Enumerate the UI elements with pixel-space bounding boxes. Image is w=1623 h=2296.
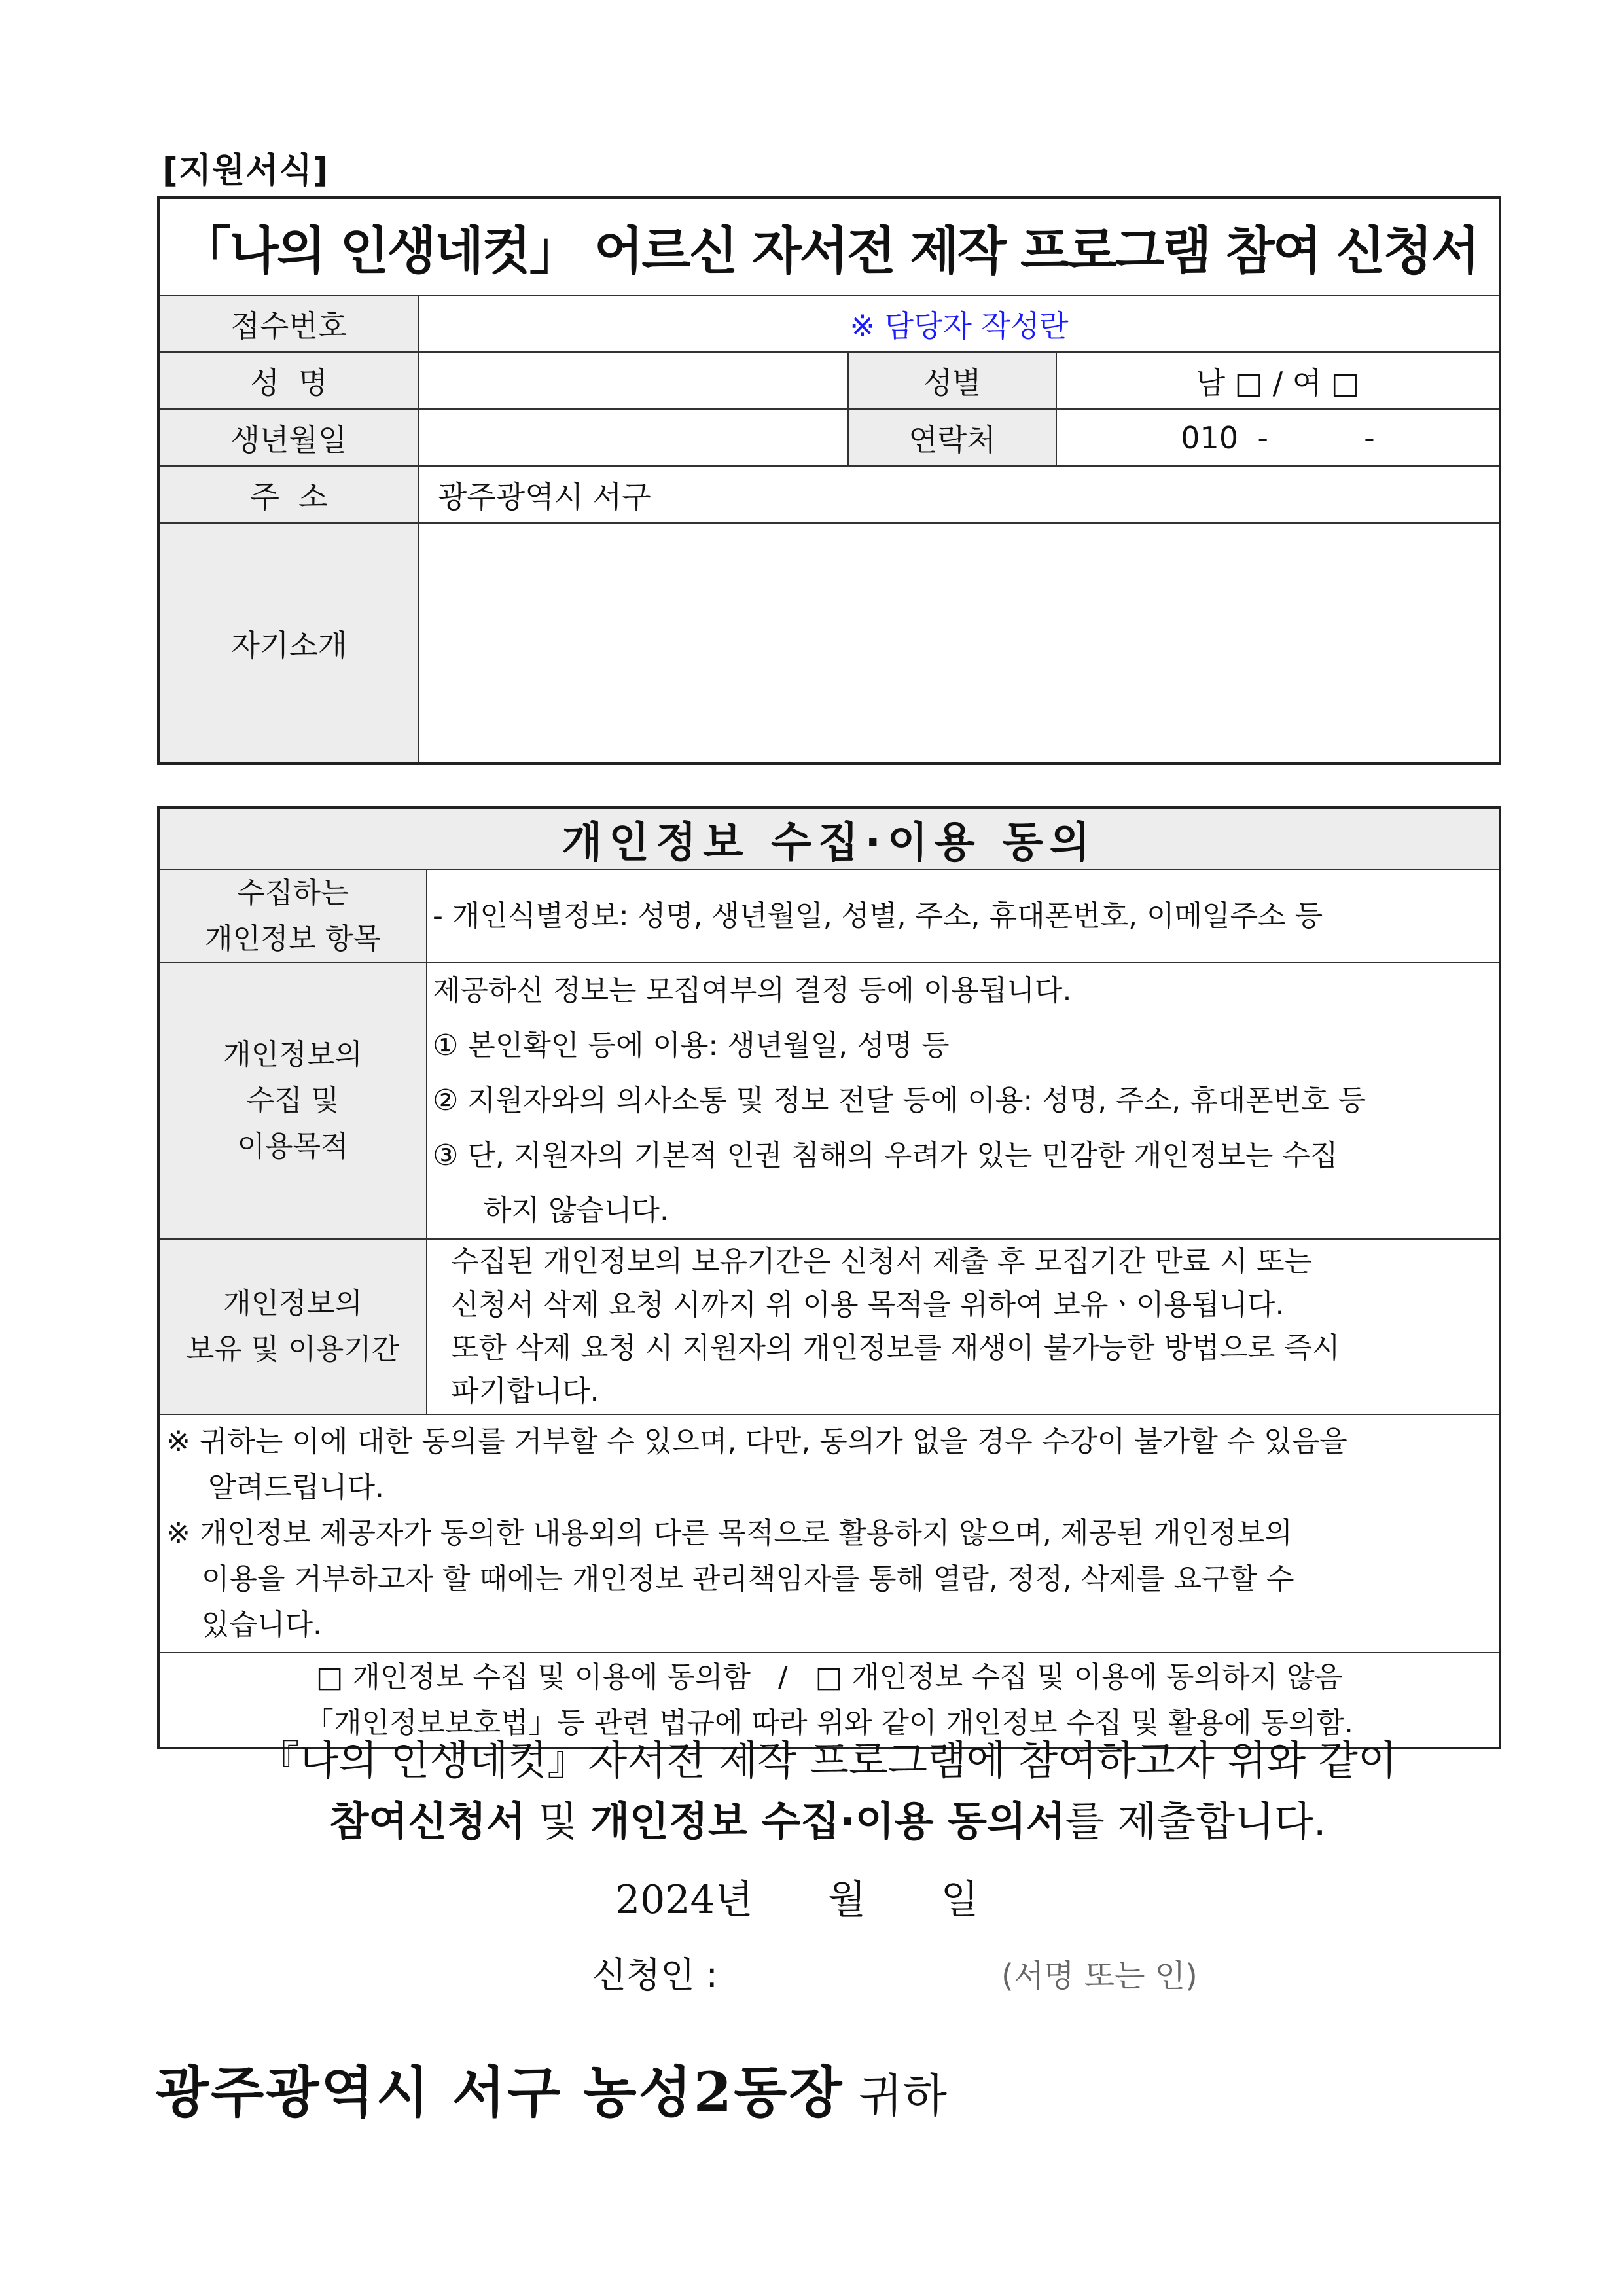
retention-label-line: 개인정보의	[223, 1287, 363, 1320]
note-line: 알려드립니다.	[208, 1471, 385, 1504]
note-line: 이용을 거부하고자 할 때에는 개인정보 관리책임자를 통해 열람, 정정, 삭제를 요구할 수	[202, 1562, 1294, 1596]
name-label: 성 명	[158, 352, 419, 409]
name-field[interactable]	[419, 352, 848, 409]
address-field[interactable]: 광주광역시 서구	[419, 466, 1500, 523]
purpose-line: 하지 않습니다.	[484, 1194, 669, 1227]
retention-value	[427, 1239, 1500, 1414]
retention-line: 또한 삭제 요청 시 지원자의 개인정보를 재생이 불가능한 방법으로 즉시	[451, 1331, 1340, 1365]
applicant-label: 신청인 :	[592, 1954, 718, 1996]
receipt-label: 접수번호	[158, 295, 419, 352]
gender-label: 성별	[848, 352, 1056, 409]
closing-bold-1: 참여신청서	[329, 1797, 526, 1845]
contact-field[interactable]: 010 - -	[1056, 409, 1500, 466]
privacy-title: 개인정보 수집·이용 동의	[158, 808, 1500, 870]
purpose-value	[427, 963, 1500, 1239]
recipient-suffix: 귀하	[844, 2069, 948, 2123]
purpose-line: ② 지원자와의 의사소통 및 정보 전달 등에 이용: 성명, 주소, 휴대폰번호 등	[433, 1084, 1366, 1117]
address-label: 주 소	[158, 466, 419, 523]
privacy-notes	[158, 1414, 1500, 1653]
items-label-line: 수집하는	[237, 876, 349, 910]
closing-line-2	[157, 1789, 1499, 1847]
purpose-label-line: 수집 및	[246, 1084, 340, 1117]
purpose-label-line: 이용목적	[237, 1130, 349, 1163]
contact-label: 연락처	[848, 409, 1056, 466]
purpose-line: 제공하신 정보는 모집여부의 결정 등에 이용됩니다.	[433, 974, 1072, 1007]
receipt-note: ※ 담당자 작성란	[419, 295, 1500, 352]
items-label-line: 개인정보 항목	[204, 922, 381, 956]
consent-statement: 「개인정보보호법」등 관련 법규에 따라 위와 같이 개인정보 수집 및 활용에 동의함.	[305, 1706, 1353, 1740]
application-table	[157, 196, 1501, 765]
signature-hint: (서명 또는 인)	[1001, 1958, 1198, 1994]
closing-end: 를 제출합니다.	[1065, 1797, 1327, 1845]
application-title: 「나의 인생네컷」 어르신 자서전 제작 프로그램 참여 신청서	[158, 198, 1500, 295]
purpose-line: ① 본인확인 등에 이용: 생년월일, 성명 등	[433, 1029, 950, 1062]
note-line: ※ 개인정보 제공자가 동의한 내용외의 다른 목적으로 활용하지 않으며, 제공된 개인정보의	[166, 1516, 1293, 1550]
privacy-consent-table	[157, 806, 1501, 1749]
birth-label: 생년월일	[158, 409, 419, 466]
recipient	[156, 2049, 947, 2128]
retention-label	[158, 1239, 427, 1414]
purpose-label	[158, 963, 427, 1239]
note-line: 있습니다.	[202, 1608, 323, 1641]
items-value: - 개인식별정보: 성명, 생년월일, 성별, 주소, 휴대폰번호, 이메일주소 등	[427, 870, 1500, 963]
recipient-name: 광주광역시 서구 농성2동장	[156, 2060, 844, 2125]
closing-line-1: 『나의 인생네컷』자서전 제작 프로그램에 참여하고자 위와 같이	[259, 1736, 1397, 1784]
date-line[interactable]: 2024년 월 일	[615, 1877, 979, 1923]
closing-bold-2: 개인정보 수집·이용 동의서	[590, 1797, 1065, 1845]
items-label	[158, 870, 427, 963]
closing-mid: 및	[525, 1797, 591, 1845]
purpose-label-line: 개인정보의	[223, 1038, 363, 1071]
intro-label: 자기소개	[158, 523, 419, 764]
retention-line: 신청서 삭제 요청 시까지 위 이용 목적을 위하여 보유ㆍ이용됩니다.	[451, 1288, 1285, 1321]
intro-field[interactable]	[419, 523, 1500, 764]
retention-line: 수집된 개인정보의 보유기간은 신청서 제출 후 모집기간 만료 시 또는	[451, 1245, 1312, 1278]
purpose-line: ③ 단, 지원자의 기본적 인권 침해의 우려가 있는 민감한 개인정보는 수집	[433, 1139, 1338, 1172]
gender-checkboxes[interactable]: 남 □ / 여 □	[1056, 352, 1500, 409]
retention-label-line: 보유 및 이용기간	[186, 1333, 400, 1366]
consent-checkboxes[interactable]: □ 개인정보 수집 및 이용에 동의함 / □ 개인정보 수집 및 이용에 동의하지 않음	[315, 1660, 1343, 1694]
note-line: ※ 귀하는 이에 대한 동의를 거부할 수 있으며, 다만, 동의가 없을 경우 수강이 불가할 수 있음을	[166, 1425, 1347, 1458]
birth-field[interactable]	[419, 409, 848, 466]
form-label: [지원서식]	[162, 151, 329, 190]
retention-line: 파기합니다.	[451, 1374, 599, 1408]
